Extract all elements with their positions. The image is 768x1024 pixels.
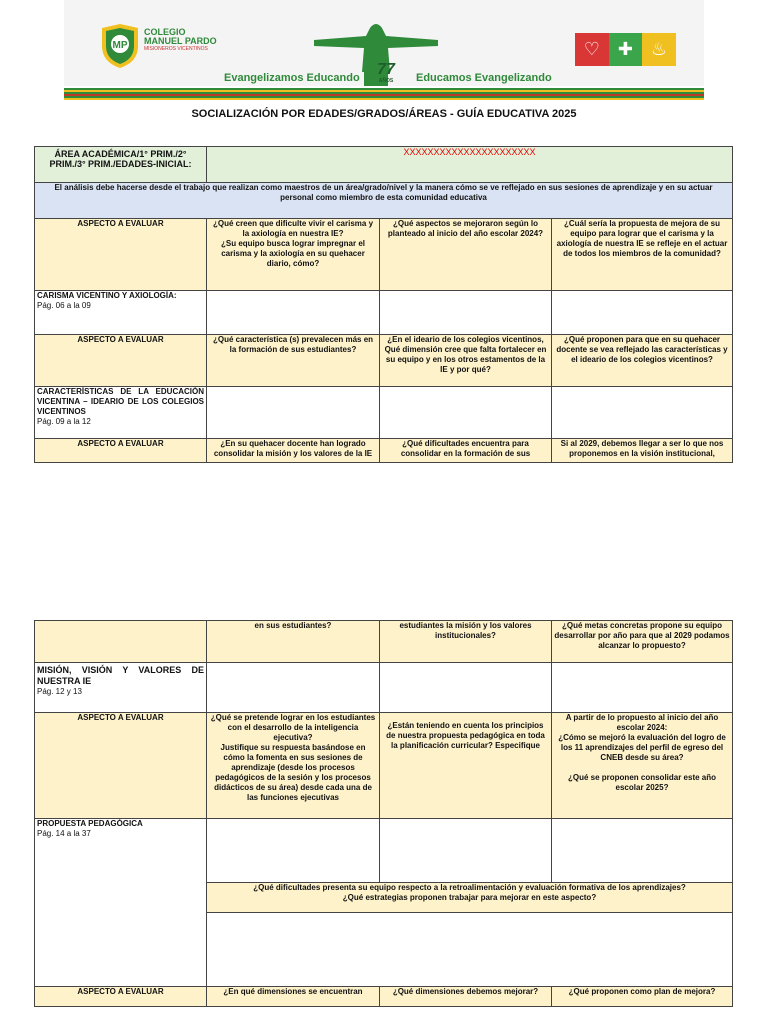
answer-cell[interactable] [207,819,380,883]
anniversary-label: AÑOS [378,78,394,84]
answer-cell[interactable] [207,913,733,987]
anniversary-number: 77 [377,61,395,78]
question-caracteristicas-1: ¿Qué característica (s) prevalecen más en la formación de sus estudiantes? [207,335,380,387]
motto-left: Evangelizamos Educando [224,72,360,84]
question-dimensiones-3: ¿Qué proponen como plan de mejora? [552,987,733,1007]
topic-mision-title: MISIÓN, VISIÓN Y VALORES DE NUESTRA IE [37,665,204,686]
area-label: ÁREA ACADÉMICA/1° PRIM./2° PRIM./3° PRIM./EDADES-INICIAL: [35,147,207,183]
question-mision-1-cont: en sus estudiantes? [207,621,380,663]
question-mision-1: ¿En su quehacer docente han logrado consolidar la misión y los valores de la IE [207,439,380,463]
topic-propuesta-title: PROPUESTA PEDAGÓGICA [37,819,143,828]
answer-cell[interactable] [552,291,733,335]
question-propuesta-3: A partir de lo propuesto al inicio del año escolar 2024: ¿Cómo se mejoró la evaluación del logro de los 11 aprendizajes del perfil de egreso del CNEB desde su área? ¿Qué se proponen consolidar este año escolar 2025? [552,713,733,819]
question-caracteristicas-3: ¿Qué proponen para que en su quehacer docente se vea reflejado las características y el ideario de los colegios vicentinos? [552,335,733,387]
answer-cell[interactable] [552,387,733,439]
aspect-label: ASPECTO A EVALUAR [35,987,207,1007]
topic-mision-pages: Pág. 12 y 13 [37,687,82,696]
topic-propuesta-pages: Pág. 14 a la 37 [37,829,91,838]
continued-aspect-cell [35,621,207,663]
answer-cell[interactable] [207,663,380,713]
motto-right: Educamos Evangelizando [416,72,552,84]
topic-mision [35,663,207,713]
answer-cell[interactable] [380,819,552,883]
school-name-line1: COLEGIO [144,27,186,37]
symbols-strip [575,33,676,66]
topic-caracteristicas-pages: Pág. 09 a la 12 [37,417,91,426]
evaluation-table-page2 [34,620,733,1007]
question-dimensiones-1: ¿En qué dimensiones se encuentran [207,987,380,1007]
answer-cell[interactable] [207,291,380,335]
question-mision-2-cont: estudiantes la misión y los valores institucionales? [380,621,552,663]
school-name [144,28,217,53]
answer-cell[interactable] [380,291,552,335]
question-carisma-1: ¿Qué creen que dificulte vivir el carisma y la axiología en nuestra IE? ¿Su equipo busca lograr impregnar el carisma y la axiología en su quehacer diario, cómo? [207,219,380,291]
header-banner [64,0,704,100]
question-propuesta-1: ¿Qué se pretende lograr en los estudiantes con el desarrollo de la inteligencia ejecutiva? Justifique su respuesta basándose en cómo la fomenta en sus sesiones de aprendizaje (desde los procesos pedagógicos de la sesión y los procesos didácticos de su área) desde cada una de las funciones ejecutivas [207,713,380,819]
topic-propuesta [35,819,207,987]
topic-caracteristicas-title: CARACTERÍSTICAS DE LA EDUCACIÓN VICENTINA – IDEARIO DE LOS COLEGIOS VICENTINOS [37,387,204,416]
question-carisma-3: ¿Cuál sería la propuesta de mejora de su equipo para lograr que el carisma y la axiología de nuestra IE se refleje en el actuar de todos los miembros de la comunidad? [552,219,733,291]
answer-cell[interactable] [380,387,552,439]
aspect-label: ASPECTO A EVALUAR [35,713,207,819]
answer-cell[interactable] [380,663,552,713]
answer-cell[interactable] [552,819,733,883]
candle-icon: ♨ [642,33,676,66]
evaluation-table-page1 [34,146,733,463]
topic-carisma [35,291,207,335]
topic-carisma-pages: Pág. 06 a la 09 [37,301,91,310]
cross-icon: ✚ [609,33,643,66]
anniversary-badge [372,62,400,84]
area-value[interactable]: XXXXXXXXXXXXXXXXXXXXXX [207,147,733,183]
question-retroalimentacion: ¿Qué dificultades presenta su equipo respecto a la retroalimentación y evaluación formativa de los aprendizajes? ¿Qué estrategias proponen trabajar para mejorar en este aspecto? [207,883,733,913]
question-mision-2: ¿Qué dificultades encuentra para consolidar en la formación de sus [380,439,552,463]
question-caracteristicas-2: ¿En el ideario de los colegios vicentinos, Qué dimensión cree que falta fortalecer en su equipo y en los otros estamentos de la IE y por qué? [380,335,552,387]
crest-initials: MP [112,40,128,51]
school-crest-icon [100,24,140,68]
banner-stripes [64,86,704,100]
question-mision-3-cont: ¿Qué metas concretas propone su equipo desarrollar por año para que al 2029 podamos alcanzar lo propuesto? [552,621,733,663]
question-dimensiones-2: ¿Qué dimensiones debemos mejorar? [380,987,552,1007]
instructions: El análisis debe hacerse desde el trabajo que realizan como maestros de un área/grado/nivel y la manera cómo se ve reflejado en sus sesiones de aprendizaje y en su actuar personal como miembro de esta comunidad educativa [35,183,733,219]
question-carisma-2: ¿Qué aspectos se mejoraron según lo planteado al inicio del año escolar 2024? [380,219,552,291]
answer-cell[interactable] [552,663,733,713]
school-name-line2: MANUEL PARDO [144,36,217,46]
heart-icon: ♡ [575,33,609,66]
topic-carisma-title: CARISMA VICENTINO Y AXIOLOGÍA: [37,291,177,300]
question-propuesta-2: ¿Están teniendo en cuenta los principios de nuestra propuesta pedagógica en toda la planificación curricular? Especifique [380,713,552,819]
question-mision-3: Si al 2029, debemos llegar a ser lo que nos proponemos en la visión institucional, [552,439,733,463]
topic-caracteristicas [35,387,207,439]
document-title: SOCIALIZACIÓN POR EDADES/GRADOS/ÁREAS - GUÍA EDUCATIVA 2025 [191,108,577,120]
aspect-label: ASPECTO A EVALUAR [35,439,207,463]
answer-cell[interactable] [207,387,380,439]
aspect-label: ASPECTO A EVALUAR [35,219,207,291]
school-subtitle: MISIONEROS VICENTINOS [144,46,208,52]
aspect-label: ASPECTO A EVALUAR [35,335,207,387]
